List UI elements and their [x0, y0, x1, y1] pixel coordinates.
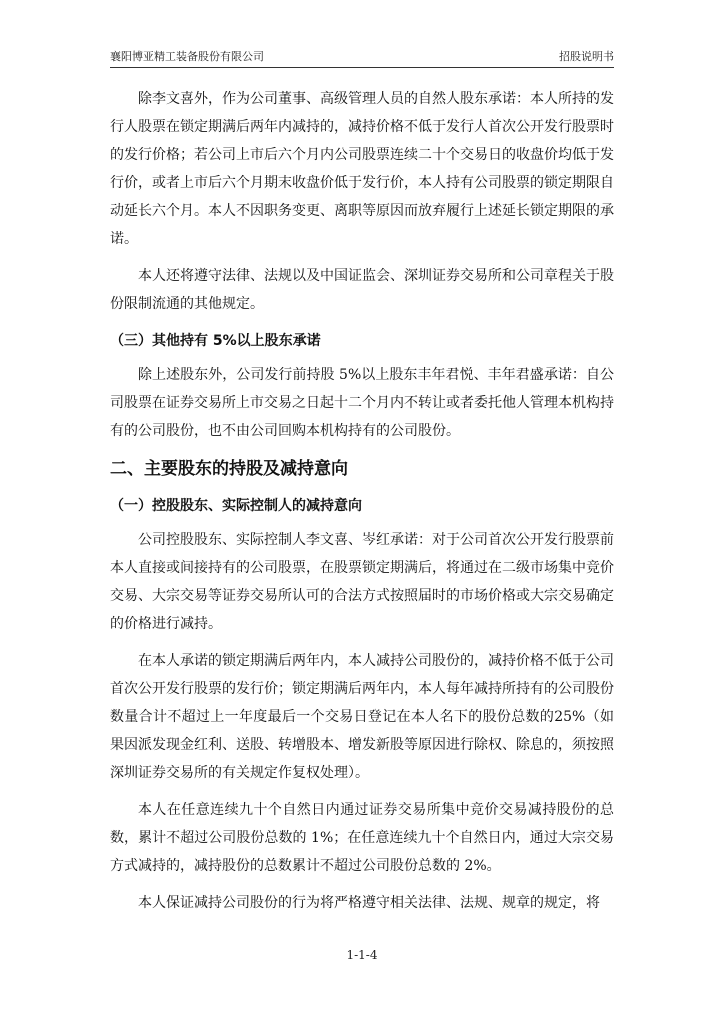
page-number: 1-1-4: [346, 948, 378, 962]
document-type: 招股说明书: [559, 50, 614, 63]
paragraph-director-commitment: 除李文喜外，作为公司董事、高级管理人员的自然人股东承诺：本人所持的发行人股票在锁定期满后两年内减持的，减持价格不低于发行人首次公开发行股票时的发行价格；若公司上市后六个月内公司股票连续二十个交易日的收盘价均低于发行价，或者上市后六个月期末收盘价低于发行价，本人持有公司股票的锁定期限自动延长六个月。本人不因职务变更、离职等原因而放弃履行上述延长锁定期限的承诺。: [110, 91, 614, 247]
subheading-controlling-shareholder: （一）控股股东、实际控制人的减持意向: [110, 498, 362, 514]
paragraph-reduction-limits: 本人在任意连续九十个自然日内通过证券交易所集中竞价交易减持股份的总数，累计不超过公司股份总数的 1%；在任意连续九十个自然日内，通过大宗交易方式减持的，减持股份的总数累计不超过公司股份总数的 2%。: [110, 802, 614, 874]
paragraph-reduction-price: 在本人承诺的锁定期满后两年内，本人减持公司股份的，减持价格不低于公司首次公开发行股票的发行价；锁定期满后两年内，本人每年减持所持有的公司股份数量合计不超过上一年度最后一个交易日登记在本人名下的股份总数的25%（如果因派发现金红利、送股、转增股本、增发新股等原因进行除权、除息的，须按照深圳证券交易所的有关规定作复权处理）。: [110, 653, 614, 781]
paragraph-guarantee: 本人保证减持公司股份的行为将严格遵守相关法律、法规、规章的规定，将: [138, 895, 600, 911]
company-name: 襄阳博亚精工装备股份有限公司: [110, 50, 264, 63]
section-heading-holdings: 二、主要股东的持股及减持意向: [110, 459, 348, 479]
header-divider: [110, 67, 614, 68]
paragraph-controlling-commitment: 公司控股股东、实际控制人李文喜、岑红承诺：对于公司首次公开发行股票前本人直接或间接持有的公司股票，在股票锁定期满后，将通过在二级市场集中竞价交易、大宗交易等证券交易所认可的合法方式按照届时的市场价格或大宗交易确定的价格进行减持。: [110, 532, 614, 632]
document-body: [110, 85, 614, 926]
paragraph-other-shareholders: 除上述股东外，公司发行前持股 5%以上股东丰年君悦、丰年君盛承诺：自公司股票在证券交易所上市交易之日起十二个月内不转让或者委托他人管理本机构持有的公司股份，也不由公司回购本机构持有的公司股份。: [110, 367, 614, 439]
subheading-other-shareholders: （三）其他持有 5%以上股东承诺: [110, 333, 321, 349]
paragraph-compliance: 本人还将遵守法律、法规以及中国证监会、深圳证券交易所和公司章程关于股份限制流通的其他规定。: [110, 268, 614, 312]
page-header: [110, 48, 614, 66]
